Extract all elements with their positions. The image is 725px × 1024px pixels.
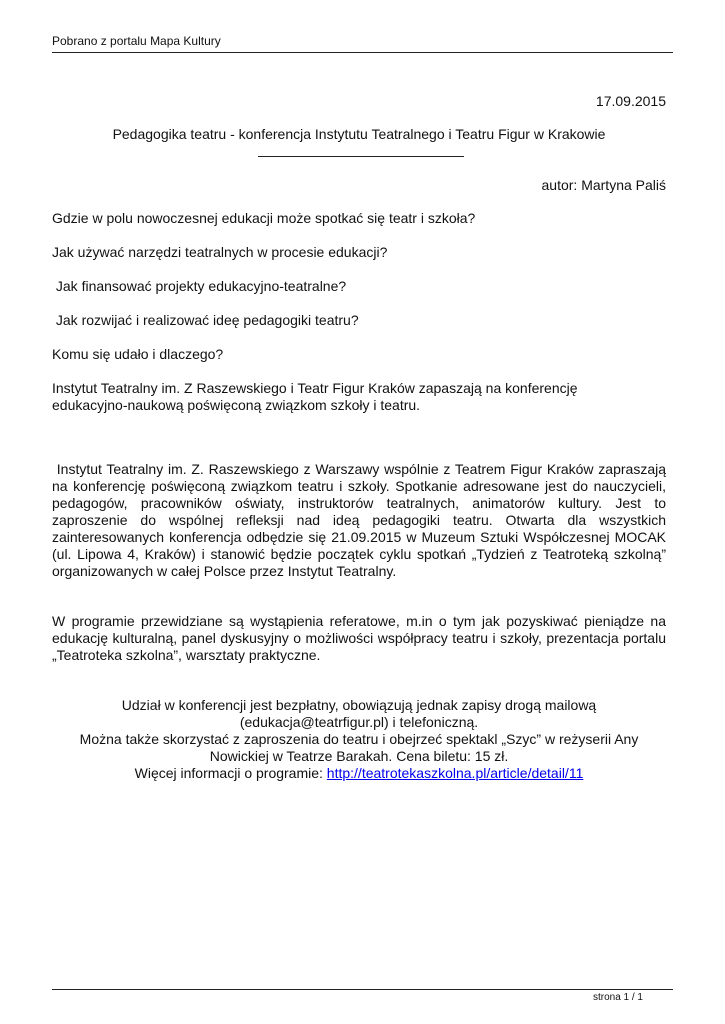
program-link[interactable]: http://teatrotekaszkolna.pl/article/detail/11 (326, 765, 584, 781)
question-3: Jak finansować projekty edukacyjno-teatralne? (52, 278, 347, 294)
article-date: 17.09.2015 (595, 93, 666, 109)
footer-divider (52, 989, 673, 990)
title-underline (258, 156, 464, 157)
page-header-source: Pobrano z portalu Mapa Kultury (52, 34, 221, 48)
article-title: Pedagogika teatru - konferencja Instytutu Teatralnego i Teatru Figur w Krakowie (112, 126, 606, 142)
closing-block (52, 697, 666, 782)
more-info-label: Więcej informacji o programie: (134, 765, 327, 781)
question-1: Gdzie w polu nowoczesnej edukacji może spotkać się teatr i szkoła? (52, 210, 476, 226)
body-paragraph-1: Instytut Teatralny im. Z. Raszewskiego z Warszawy wspólnie z Teatrem Figur Kraków zapraszają na konferencję poświęconą związkom teatru i szkoły. Spotkanie adresowane jest do nauczycieli, pedagogów, pracowników oświaty, instruktorów teatralnych, animatorów kultury. Jest to zaproszenie do wspólnej refleksji nad ideą pedagogiki teatru. Otwarta dla wszystkich zainteresowanych konferencja odbędzie się 21.09.2015 w Muzeum Sztuki Współczesnej MOCAK (ul. Lipowa 4, Kraków) i stanowić będzie początek cyklu spotkań „Tydzień z Teatroteką szkolną” organizowanych w całej Polsce przez Instytut Teatralny. (52, 461, 670, 579)
closing-line-2: Można także skorzystać z zaproszenia do teatru i obejrzeć spektakl „Szyc” w reżyserii Any Nowickiej w Teatrze Barakah. Cena biletu: 15 zł. (79, 731, 639, 764)
intro-paragraph: Instytut Teatralny im. Z Raszewskiego i Teatr Figur Kraków zapaszają na konferencję edukacyjno-naukową poświęconą związkom szkoły i teatru. (52, 380, 578, 413)
page-number: strona 1 / 1 (592, 992, 643, 1003)
article-author: autor: Martyna Paliś (541, 177, 666, 193)
closing-line-1: Udział w konferencji jest bezpłatny, obowiązują jednak zapisy drogą mailową (edukacja@teatrfigur.pl) i telefoniczną. (121, 697, 597, 730)
header-divider (52, 52, 673, 53)
question-4: Jak rozwijać i realizować ideę pedagogiki teatru? (52, 312, 359, 328)
body-paragraph-2: W programie przewidziane są wystąpienia referatowe, m.in o tym jak pozyskiwać pieniądze na edukację kulturalną, panel dyskusyjny o możliwości współpracy teatru i szkoły, prezentacja portalu „Teatroteka szkolna”, warsztaty praktyczne. (52, 613, 666, 663)
question-2: Jak używać narzędzi teatralnych w procesie edukacji? (52, 244, 388, 260)
question-5: Komu się udało i dlaczego? (52, 346, 224, 362)
more-info-line (52, 765, 666, 782)
